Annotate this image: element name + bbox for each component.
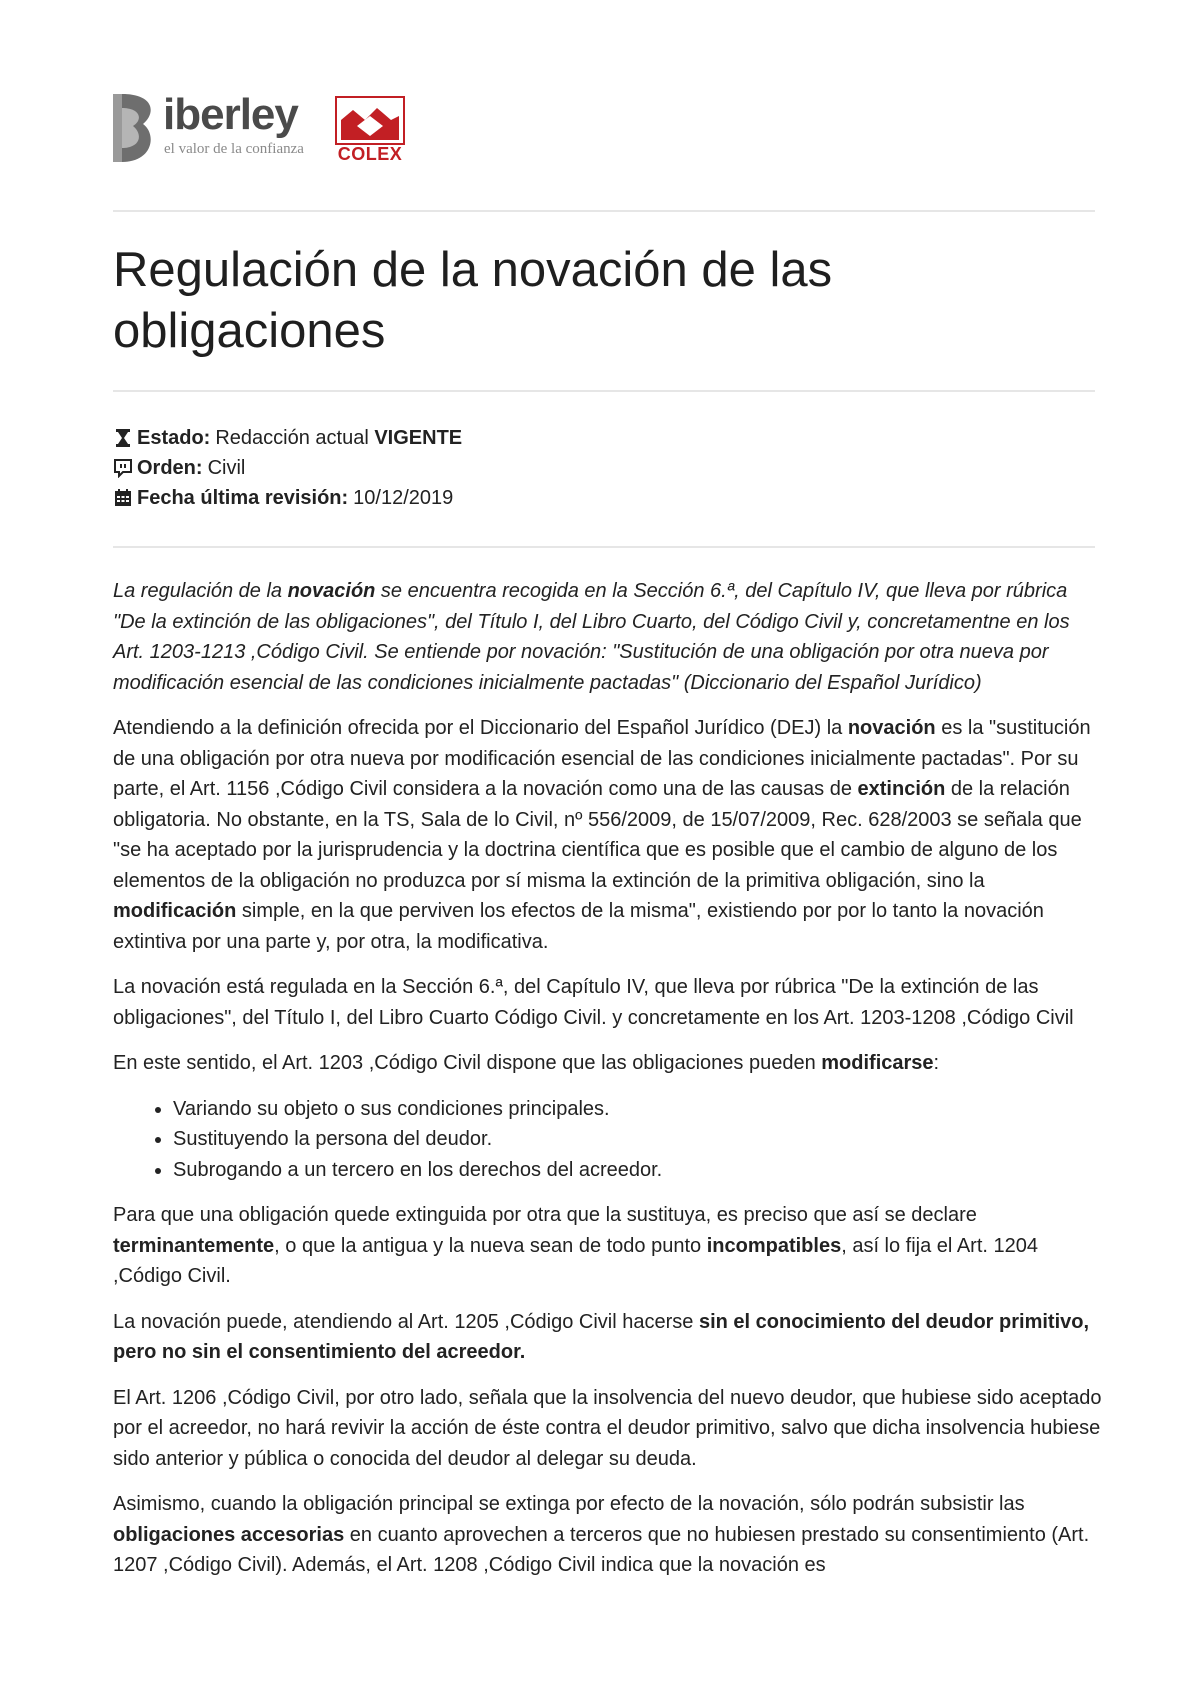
header-logo[interactable] [113,90,433,166]
colex-logo [335,96,405,164]
paragraph: Atendiendo a la definición ofrecida por el Diccionario del Español Jurídico (DEJ) la novación es la "sustitución de una obligación por otra nueva por modificación esencial de las condiciones inicialmente pactadas". Por su parte, el Art. 1156 ,Código Civil considera a la novación como una de las causas de extinción de la relación obligatoria. No obstante, en la TS, Sala de lo Civil, nº 556/2009, de 15/07/2009, Rec. 628/2003 se señala que "se ha aceptado por la jurisprudencia y la doctrina científica que es posible que el cambio de alguno de los elementos de la obligación no produzca por sí misma la extinción de la primitiva obligación, sino la modificación simple, en la que perviven los efectos de la misma", existiendo por por lo tanto la novación extintiva por una parte y, por otra, la modificativa. [113,717,1091,953]
meta-fecha-value: 10/12/2019 [353,487,454,509]
meta-orden-value: Civil [207,457,246,479]
modification-list [113,1094,1103,1186]
article-body [113,576,1103,1596]
paragraph: Para que una obligación quede extinguida por otra que la sustituya, es preciso que así se declare terminantemente, o que la antigua y la nueva sean de todo punto incompatibles, así lo fija el Art. 1204 ,Código Civil. [113,1204,1038,1287]
paragraph: Asimismo, cuando la obligación principal se extinga por efecto de la novación, sólo podrán subsistir las obligaciones accesorias en cuanto aprovechen a terceros que no hubiesen prestado su consentimiento (Art. 1207 ,Código Civil). Además, el Art. 1208 ,Código Civil indica que la novación es [113,1493,1090,1576]
document-metadata [113,423,1095,513]
divider [113,210,1095,212]
logo-brand-text: iberley [163,90,298,139]
meta-fecha-label: Fecha última revisión: [137,487,349,509]
paragraph: En este sentido, el Art. 1203 ,Código Civil dispone que las obligaciones pueden modificarse: [113,1052,940,1074]
meta-fecha [113,483,1095,513]
speech-bubble-icon [113,458,133,478]
paragraph: La novación puede, atendiendo al Art. 1205 ,Código Civil hacerse sin el conocimiento del deudor primitivo, pero no sin el consentimiento del acreedor. [113,1310,1090,1363]
list-item: • Subrogando a un tercero en los derechos del acreedor. [173,1155,1103,1186]
meta-orden [113,453,1095,483]
meta-estado-label: Estado: [137,427,211,449]
divider [113,546,1095,548]
hourglass-icon [113,428,133,448]
meta-estado-value: Redacción actual [215,427,369,449]
colex-logo-text: COLEX [337,144,403,164]
iberley-logo-mark-icon [113,94,157,162]
list-item: • Sustituyendo la persona del deudor. [173,1124,1103,1155]
divider [113,390,1095,392]
intro-paragraph: La regulación de la novación se encuentra recogida en la Sección 6.ª, del Capítulo IV, que lleva por rúbrica "De la extinción de las obligaciones", del Título I, del Libro Cuarto, del Código Civil y, concretamentne en los Art. 1203-1213 ,Código Civil. Se entiende por novación: "Sustitución de una obligación por otra nueva por modificación esencial de las condiciones inicialmente pactadas" (Diccionario del Español Jurídico) [113,580,1070,694]
colex-emblem-icon [335,96,405,146]
page-title: Regulación de la novación de las obligaciones [113,243,833,358]
meta-estado-emphasis: VIGENTE [374,427,463,449]
list-item: • Variando su objeto o sus condiciones principales. [173,1094,1103,1125]
paragraph: El Art. 1206 ,Código Civil, por otro lado, señala que la insolvencia del nuevo deudor, que hubiese sido aceptado por el acreedor, no hará revivir la acción de éste contra el deudor primitivo, salvo que dicha insolvencia hubiese sido anterior y pública o conocida del deudor al delegar su deuda. [113,1386,1102,1470]
meta-orden-label: Orden: [137,457,203,479]
paragraph: La novación está regulada en la Sección 6.ª, del Capítulo IV, que lleva por rúbrica "De la extinción de las obligaciones", del Título I, del Libro Cuarto Código Civil. y concretamente en los Art. 1203-1208 ,Código Civil [113,976,1074,1029]
logo-tagline: el valor de la confianza [164,141,304,157]
calendar-icon [113,488,133,508]
meta-estado [113,423,1095,453]
